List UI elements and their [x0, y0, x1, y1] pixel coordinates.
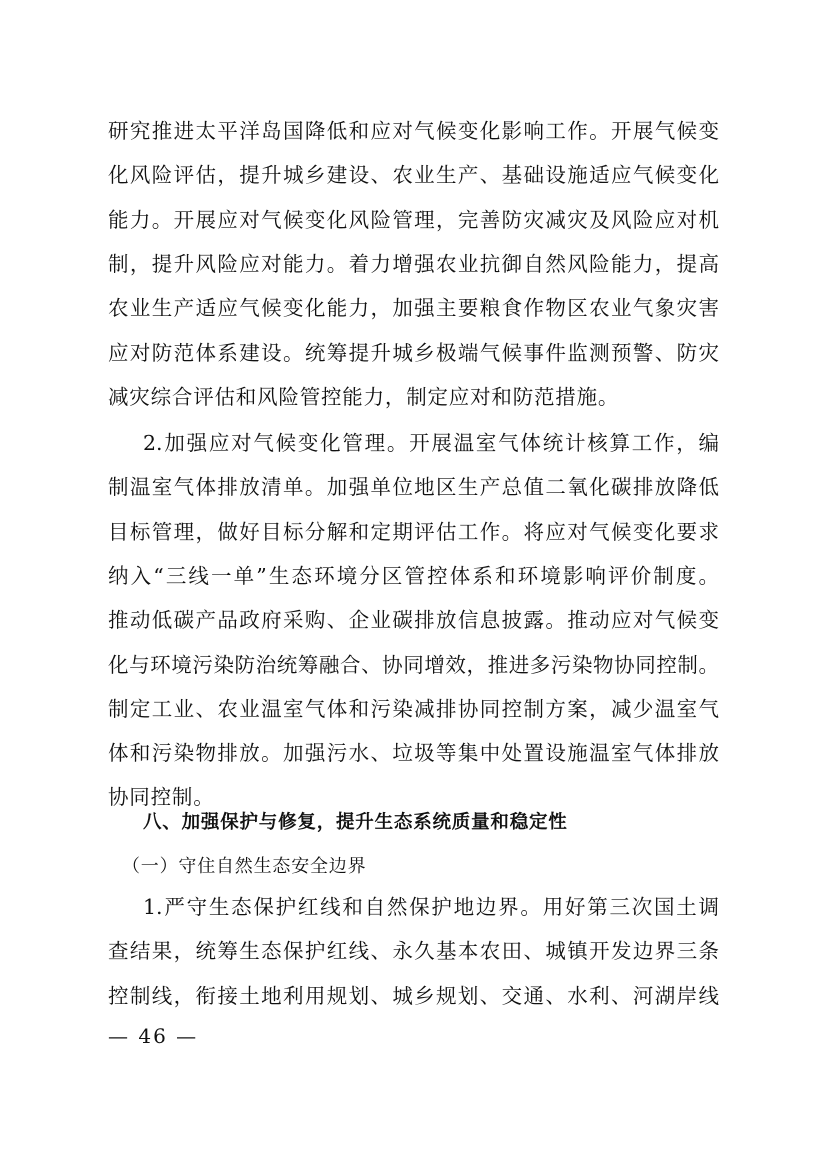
body-text-line: 化风险评估，提升城乡建设、农业生产、基础设施适应气候变化 — [108, 163, 719, 188]
body-text-line: 化与环境污染防治统筹融合、协同增效，推进多污染物协同控制。 — [108, 652, 719, 677]
body-text-line: 体和污染物排放。加强污水、垃圾等集中处置设施温室气体排放 — [108, 741, 719, 766]
body-text-line: 制定工业、农业温室气体和污染减排协同控制方案，减少温室气 — [108, 696, 719, 721]
body-text-line: 查结果，统筹生态保护红线、永久基本农田、城镇开发边界三条 — [108, 939, 719, 964]
body-text-line: 应对防范体系建设。统筹提升城乡极端气候事件监测预警、防灾 — [108, 340, 719, 365]
body-text-line: 目标管理，做好目标分解和定期评估工作。将应对气候变化要求 — [108, 519, 719, 544]
body-text-line: 研究推进太平洋岛国降低和应对气候变化影响工作。开展气候变 — [108, 119, 719, 143]
body-text-line: 农业生产适应气候变化能力，加强主要粮食作物区农业气象灾害 — [108, 296, 719, 321]
body-text-line: 减灾综合评估和风险管控能力，制定应对和防范措施。 — [108, 384, 620, 409]
subsection-heading: （一）守住自然生态安全边界 — [122, 856, 367, 877]
body-text-line: 推动低碳产品政府采购、企业碳排放信息披露。推动应对气候变 — [108, 608, 719, 633]
body-text-line: 制，提升风险应对能力。着力增强农业抗御自然风险能力，提高 — [108, 251, 719, 276]
body-text-line: 能力。开展应对气候变化风险管理，完善防灾减灾及风险应对机 — [108, 207, 719, 232]
body-text-line: 1.严守生态保护红线和自然保护地边界。用好第三次国土调 — [143, 895, 719, 919]
body-text-line: 2.加强应对气候变化管理。开展温室气体统计核算工作，编 — [143, 431, 719, 455]
section-heading: 八、加强保护与修复，提升生态系统质量和稳定性 — [143, 812, 568, 833]
page-number: — 46 — — [108, 1024, 199, 1048]
body-text-line: 协同控制。 — [108, 785, 215, 810]
body-text-line: 纳入“三线一单”生态环境分区管控体系和环境影响评价制度。 — [108, 563, 719, 588]
body-text-line: 制温室气体排放清单。加强单位地区生产总值二氧化碳排放降低 — [108, 475, 719, 500]
body-text-line: 控制线，衔接土地利用规划、城乡规划、交通、水利、河湖岸线 — [108, 983, 719, 1008]
